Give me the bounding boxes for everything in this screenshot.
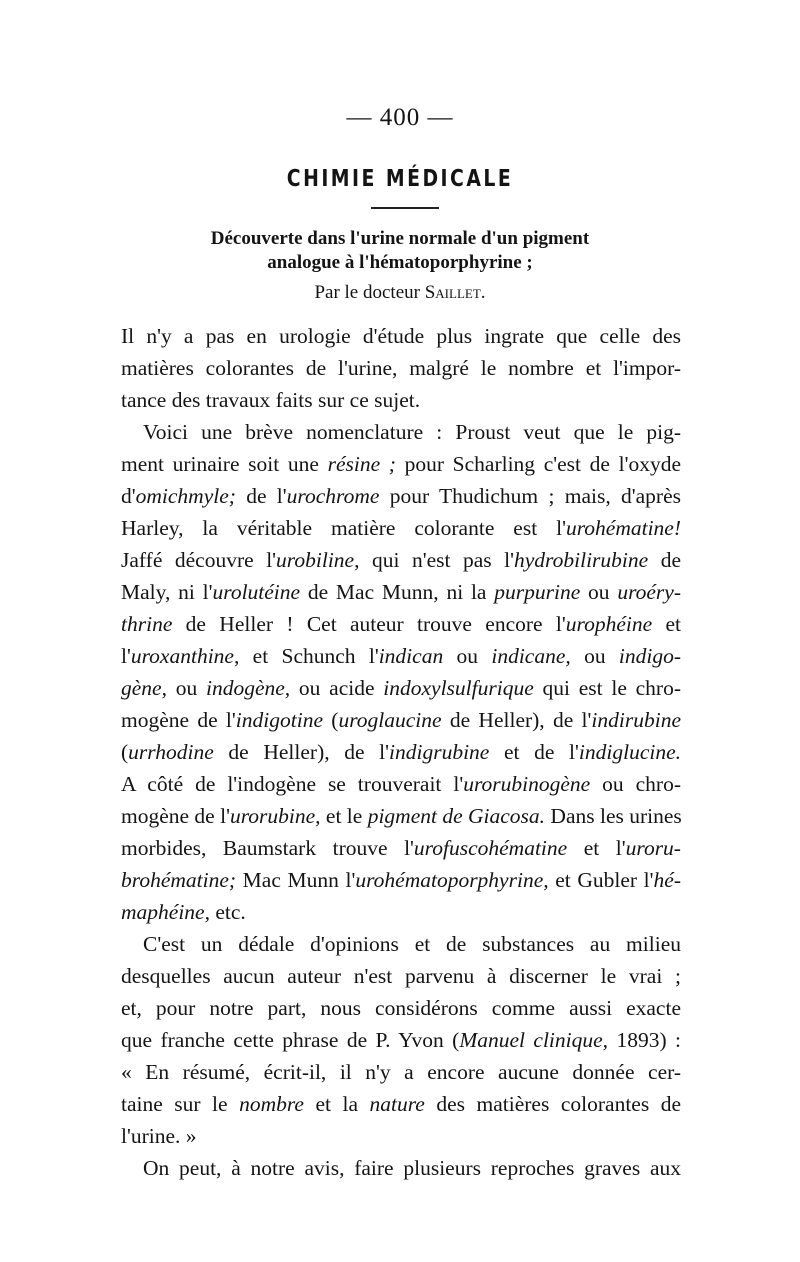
section-heading: CHIMIE MÉDICALE [286, 166, 514, 192]
text-line: d'omichmyle; de l'urochrome pour Thudichum ; mais, d'après [121, 484, 681, 508]
page-number: — 400 — [346, 104, 454, 131]
text-line: gène, ou indogène, ou acide indoxylsulfurique qui est le chro- [121, 676, 681, 700]
text-line: C'est un dédale d'opinions et de substances au milieu [143, 932, 681, 956]
text-line: taine sur le nombre et la nature des matières colorantes de [121, 1092, 681, 1116]
text-line: matières colorantes de l'urine, malgré le nombre et l'impor- [121, 356, 681, 380]
text-line: On peut, à notre avis, faire plusieurs reproches graves aux [143, 1156, 681, 1180]
text-line: l'urine. » [121, 1124, 197, 1148]
text-line: « En résumé, écrit-il, il n'y a encore aucune donnée cer- [121, 1060, 681, 1084]
text-line: Il n'y a pas en urologie d'étude plus ingrate que celle des [121, 324, 681, 348]
author-name: Saillet. [424, 282, 486, 303]
text-line: mogène de l'urorubine, et le pigment de Giacosa. Dans les urines [121, 804, 682, 828]
text-line: tance des travaux faits sur ce sujet. [121, 388, 421, 412]
text-line: desquelles aucun auteur n'est parvenu à discerner le vrai ; [121, 964, 681, 988]
text-line: maphéine, etc. [121, 900, 246, 924]
text-line: et, pour notre part, nous considérons comme aussi exacte [121, 996, 681, 1020]
text-line: thrine de Heller ! Cet auteur trouve encore l'urophéine et [121, 612, 681, 636]
article-title-line: Découverte dans l'urine normale d'un pigment [210, 228, 590, 249]
text-line: ment urinaire soit une résine ; pour Scharling c'est de l'oxyde [121, 452, 682, 476]
byline-prefix: Par le docteur [314, 282, 420, 303]
article-title [130, 227, 670, 275]
text-line: Maly, ni l'urolutéine de Mac Munn, ni la purpurine ou uroéry- [121, 580, 681, 604]
body-text [121, 320, 681, 1184]
text-line: brohématine; Mac Munn l'urohématoporphyrine, et Gubler l'hé- [121, 868, 681, 892]
text-line: Harley, la véritable matière colorante est l'urohématine! [121, 516, 681, 540]
article-title-line: analogue à l'hématoporphyrine ; [267, 252, 533, 273]
byline [0, 282, 800, 304]
text-line: que franche cette phrase de P. Yvon (Manuel clinique, 1893) : [121, 1028, 682, 1052]
text-line: l'uroxanthine, et Schunch l'indican ou indicane, ou indigo- [121, 644, 682, 668]
text-line: A côté de l'indogène se trouverait l'urorubinogène ou chro- [121, 772, 681, 796]
text-line: (urrhodine de Heller), de l'indigrubine et de l'indiglucine. [121, 740, 682, 764]
text-line: Voici une brève nomenclature : Proust veut que le pig- [143, 420, 681, 444]
text-line: mogène de l'indigotine (uroglaucine de Heller), de l'indirubine [121, 708, 681, 732]
text-line: Jaffé découvre l'urobiline, qui n'est pas l'hydrobilirubine de [121, 548, 681, 572]
heading-rule [371, 207, 439, 209]
text-line: morbides, Baumstark trouve l'urofuscohématine et l'uroru- [121, 836, 681, 860]
